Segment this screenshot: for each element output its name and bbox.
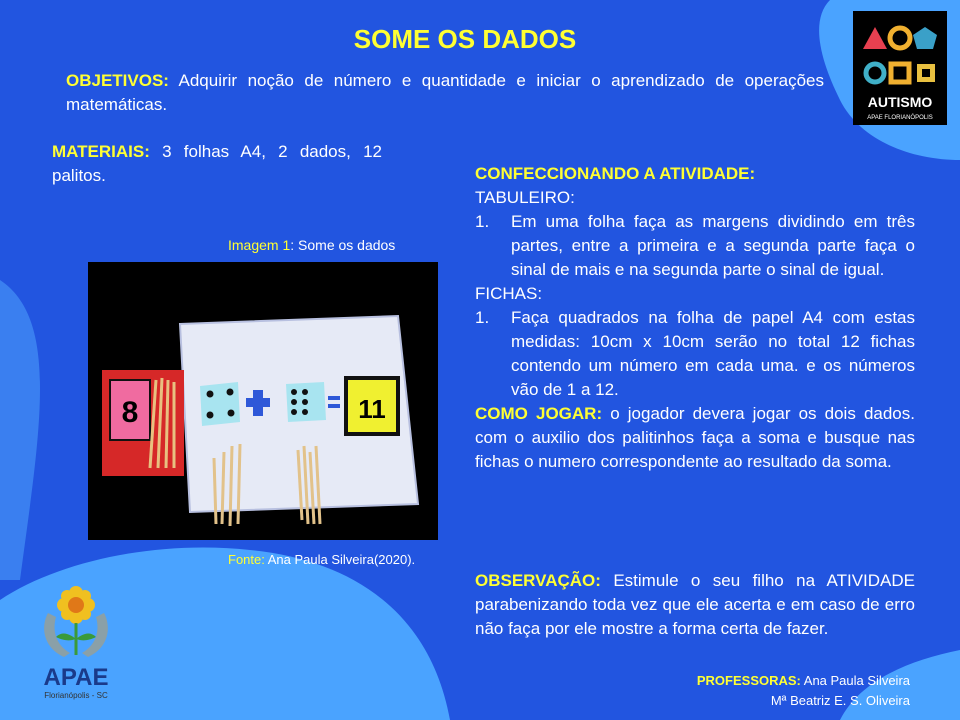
objectives-text: Adquirir noção de número e quantidade e iniciar o aprendizado de operações matemáticas.: [66, 71, 824, 114]
how-to-play-text: o jogador devera jogar os dois dados. com o auxilio dos palitinhos faça a soma e busque nas fichas o numero correspondente ao resultado da soma.: [475, 404, 915, 471]
teachers-credit: [660, 671, 910, 711]
source-caption: [228, 552, 415, 567]
observation-label: OBSERVAÇÃO:: [475, 571, 601, 590]
how-to-play-label: COMO JOGAR:: [475, 404, 603, 423]
teachers-label: PROFESSORAS:: [696, 673, 801, 688]
teacher-name-1: Ana Paula Silveira: [800, 673, 910, 688]
equals-sign: [328, 396, 340, 400]
board-step: [475, 210, 915, 282]
autismo-logo-sub: APAE FLORIANÓPOLIS: [867, 115, 933, 121]
board-step-number: 1.: [475, 212, 490, 231]
image-caption-text: : Some os dados: [290, 237, 396, 253]
cards-label: FICHAS:: [475, 284, 543, 303]
cards-step-number: 1.: [475, 308, 490, 327]
cards-step: [475, 306, 915, 402]
autismo-logo-name: AUTISMO: [867, 94, 933, 110]
materials-label: MATERIAIS:: [52, 142, 150, 161]
observation-paragraph: [475, 569, 915, 641]
how-to-play-paragraph: [475, 402, 915, 474]
source-caption-label: Fonte:: [228, 552, 265, 567]
source-caption-text: Ana Paula Silveira(2020).: [264, 552, 416, 567]
materials-paragraph: [52, 140, 382, 188]
instructions-column: [475, 162, 915, 474]
page-title: SOME OS DADOS: [353, 24, 577, 54]
cards-step-text: Faça quadrados na folha de papel A4 com estas medidas: 10cm x 10cm serão no total 12 fichas contendo um número em cada uma. e os números vão de 1 a 12.: [511, 308, 915, 399]
card-left-number: 8: [121, 396, 139, 429]
image-caption-label: Imagem 1: [228, 237, 291, 253]
teacher-name-2: Mª Beatriz E. S. Oliveira: [770, 693, 910, 708]
die-left: [200, 382, 240, 426]
apae-logo-name: APAE: [43, 664, 109, 691]
autismo-logo: [853, 11, 947, 125]
objectives-label: OBJETIVOS:: [66, 71, 169, 90]
observation-text: Estimule o seu filho na ATIVIDADE parabenizando toda vez que ele acerta e em caso de erro não faça por ele mostre a forma certa de fazer.: [475, 571, 915, 638]
making-heading: CONFECCIONANDO A ATIVIDADE:: [475, 164, 756, 183]
activity-photo: [88, 262, 438, 540]
apae-logo-sub: Florianópolis - SC: [44, 691, 108, 700]
card-right-number: 11: [358, 394, 386, 424]
image-caption: [228, 237, 395, 253]
materials-text: 3 folhas A4, 2 dados, 12 palitos.: [52, 142, 382, 185]
apae-logo: [26, 573, 126, 711]
objectives-paragraph: [66, 69, 824, 117]
board-step-text: Em uma folha faça as margens dividindo em três partes, entre a primeira e a segunda parte faça o sinal de mais e na segunda parte o sinal de igual.: [511, 212, 915, 279]
board-label: TABULEIRO:: [475, 188, 575, 207]
